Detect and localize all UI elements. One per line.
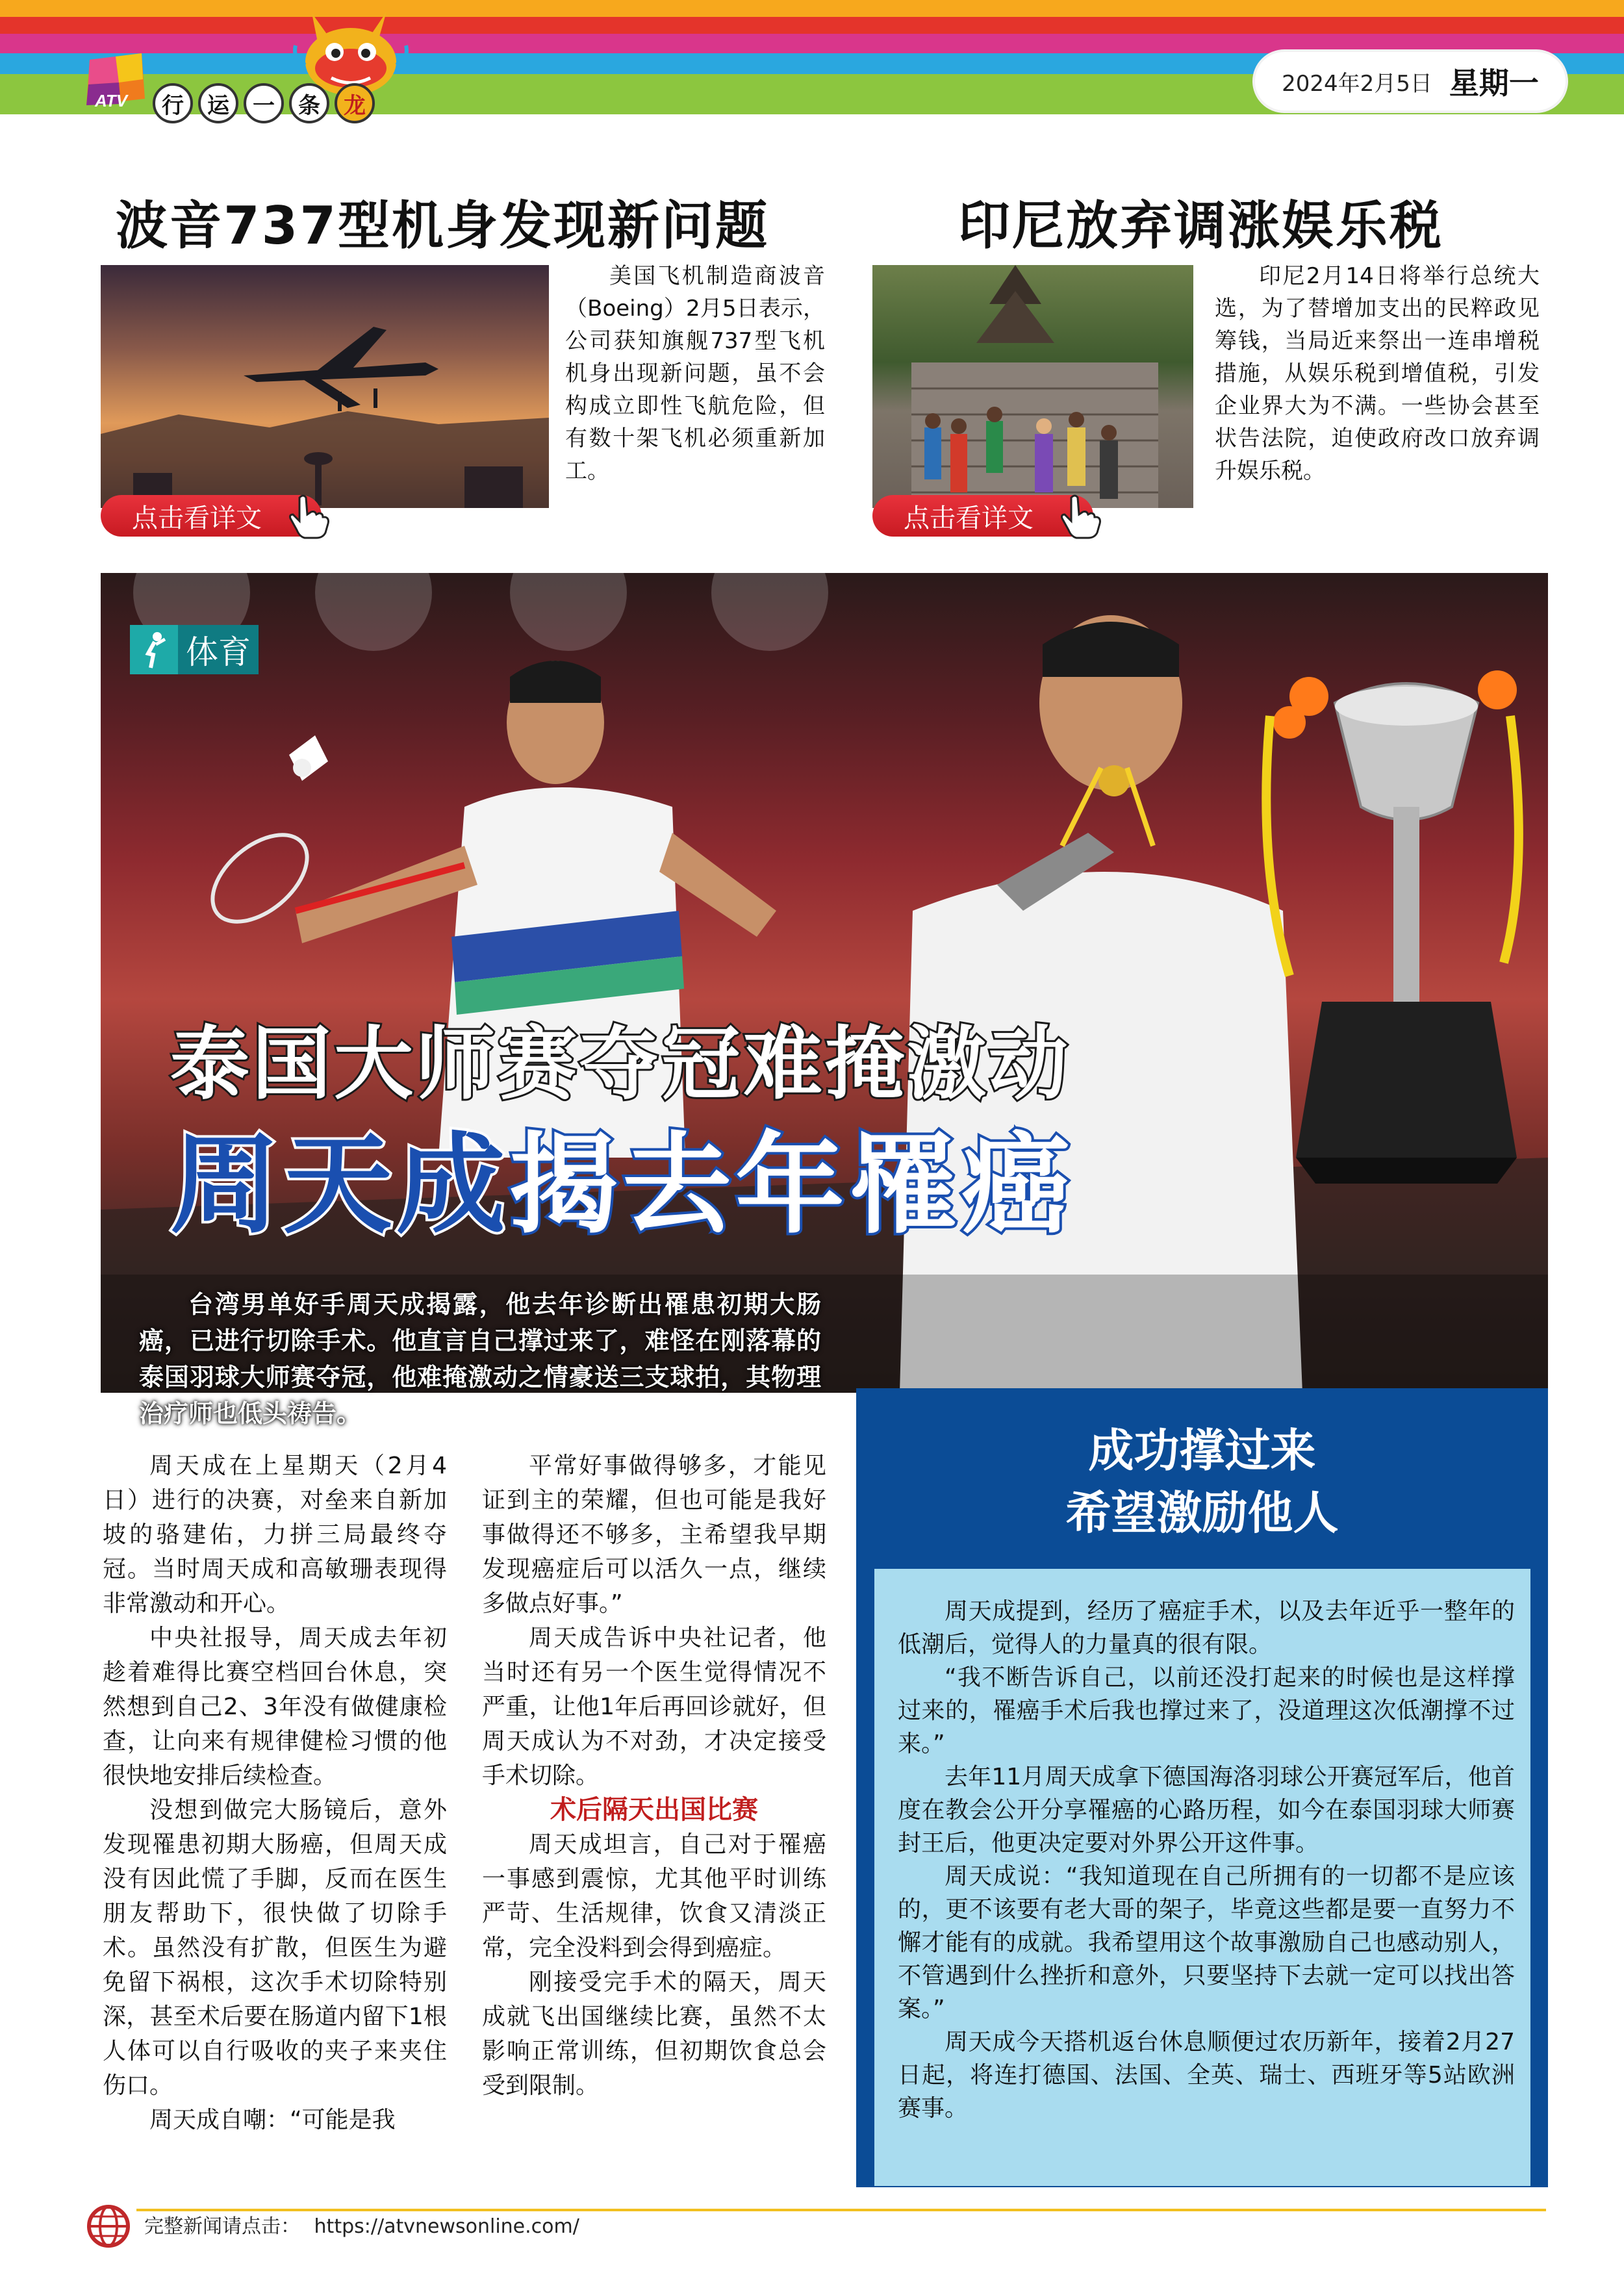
body-paragraph: 周天成告诉中央社记者，他当时还有另一个医生觉得情况不严重，让他1年后再回诊就好，但周天成认为不对劲，才决定接受手术切除。 (482, 1625, 826, 1789)
article1-detail-button[interactable] (101, 495, 322, 537)
sidebar-paragraph: 周天成今天搭机返台休息顺便过农历新年，接着2月27日起，将连打德国、法国、全英、瑞士、西班牙等5站欧洲赛事。 (898, 2029, 1515, 2122)
footer-globe-icon (84, 2202, 133, 2250)
slogan (153, 79, 387, 127)
article2-image (872, 265, 1193, 508)
date-text: 2024年2月5日 (1282, 70, 1432, 97)
feature-column-1 (103, 1449, 447, 2137)
article1-button-label: 点击看详文 (132, 503, 262, 533)
sidebar-paragraph: 周天成提到，经历了癌症手术，以及去年近乎一整年的低潮后，觉得人的力量真的很有限。 (898, 1598, 1515, 1658)
body-paragraph: 周天成在上星期天（2月4日）进行的决赛，对垒来自新加坡的骆建佑，力拼三局最终夺冠。当时周天成和高敏珊表现得非常激动和开心。 (103, 1453, 447, 1617)
sidebar-title (856, 1419, 1548, 1544)
hand-pointer-icon (1057, 492, 1102, 547)
headline-topic: 揭去年罹癌 (509, 1121, 1074, 1249)
footer-text: 完整新闻请点击： (144, 2215, 300, 2238)
article1-title: 波音737型机身发现新问题 (116, 196, 769, 256)
sidebar-title-line2: 希望激励他人 (1065, 1486, 1339, 1540)
slogan-char: 一 (244, 83, 284, 123)
weekday-text: 星期一 (1449, 66, 1539, 101)
section-label (130, 625, 259, 674)
slogan-char: 行 (153, 83, 193, 123)
section-label-text: 体育 (178, 625, 259, 674)
article1-image (101, 265, 549, 508)
body-paragraph: 中央社报导，周天成去年初趁着难得比赛空档回台休息，突然想到自己2、3年没有做健康检查，让向来有规律健检习惯的他很快地安排后续检查。 (103, 1625, 447, 1789)
sidebar-body (898, 1595, 1515, 2125)
article2-body (1215, 260, 1540, 487)
hand-pointer-icon (285, 492, 331, 547)
article2-title: 印尼放弃调涨娱乐税 (958, 196, 1443, 256)
body-paragraph: 周天成坦言，自己对于罹癌一事感到震惊，尤其他平时训练严苛、生活规律，饮食又清淡正常，完全没料到会得到癌症。 (482, 1831, 826, 1961)
body-paragraph: 刚接受完手术的隔天，周天成就飞出国继续比赛，虽然不太影响正常训练，但初期饮食总会受到限制。 (482, 1969, 826, 2099)
footer-link[interactable] (144, 2210, 579, 2239)
slogan-char: 条 (289, 83, 329, 123)
body-paragraph: 平常好事做得够多，才能见证到主的荣耀，但也可能是我好事做得还不够多，主希望我早期发现癌症后可以活久一点，继续多做点好事。” (482, 1453, 826, 1617)
slogan-char: 运 (198, 83, 238, 123)
badminton-icon (130, 625, 178, 674)
column-subheading: 术后隔天出国比赛 (550, 1795, 758, 1825)
feature-lead (139, 1286, 821, 1432)
date-pill (1255, 52, 1566, 110)
slogan-char: 龙 (335, 83, 375, 123)
feature-lead-text: 台湾男单好手周天成揭露，他去年诊断出罹患初期大肠癌，已进行切除手术。他直言自己撑过来了，难怪在刚落幕的泰国羽球大师赛夺冠，他难掩激动之情豪送三支球拍，其物理治疗师也低头祷告。 (139, 1290, 821, 1428)
headline-name: 周天成 (170, 1121, 509, 1249)
sidebar-paragraph: 去年11月周天成拿下德国海洛羽球公开赛冠军后，他首度在教会公开分享罹癌的心路历程，如今在泰国羽球大师赛封王后，他更决定要对外界公开这件事。 (898, 1764, 1515, 1857)
feature-headline-line1: 泰国大师赛夺冠难掩激动 (170, 1018, 1071, 1110)
article2-paragraph: 印尼2月14日将举行总统大选，为了替增加支出的民粹政见筹钱，当局近来祭出一连串增税措施，从娱乐税到增值税，引发企业界大为不满。一些协会甚至状告法院，迫使政府改口放弃调升娱乐税。 (1215, 263, 1540, 484)
sidebar-paragraph: “我不断告诉自己，以前还没打起来的时候也是这样撑过来的，罹癌手术后我也撑过来了，没道理这次低潮撑不过来。” (898, 1664, 1515, 1757)
article2-detail-button[interactable] (872, 495, 1093, 537)
atv-logo (83, 53, 148, 113)
footer-url[interactable]: https://atvnewsonline.com/ (314, 2215, 579, 2238)
logo-text: ATV (95, 91, 128, 110)
sidebar-paragraph: 周天成说：“我知道现在自己所拥有的一切都不是应该的，更不该要有老大哥的架子，毕竟这些都是要一直努力不懈才能有的成就。我希望用这个故事激励自己也感动别人，不管遇到什么挫折和意外，只要坚持下去就一定可以找出答案。” (898, 1863, 1515, 2022)
sidebar-title-line1: 成功撑过来 (1088, 1424, 1316, 1477)
article2-button-label: 点击看详文 (904, 503, 1034, 533)
body-paragraph: 没想到做完大肠镜后，意外发现罹患初期大肠癌，但周天成没有因此慌了手脚，反而在医生朋友帮助下，很快做了切除手术。虽然没有扩散，但医生为避免留下祸根，这次手术切除特别深，甚至术后要在肠道内留下1根人体可以自行吸收的夹子来夹住伤口。 (103, 1797, 447, 2099)
body-paragraph: 周天成自嘲：“可能是我 (149, 2107, 396, 2133)
feature-hero-image (101, 573, 1548, 1393)
article1-body (565, 260, 825, 487)
article1-paragraph: 美国飞机制造商波音（Boeing）2月5日表示，公司获知旗舰737型飞机机身出现新问题，虽不会构成立即性飞航危险，但有数十架飞机必须重新加工。 (565, 263, 825, 484)
feature-headline-line2 (170, 1098, 1074, 1254)
feature-column-2 (482, 1449, 826, 2103)
